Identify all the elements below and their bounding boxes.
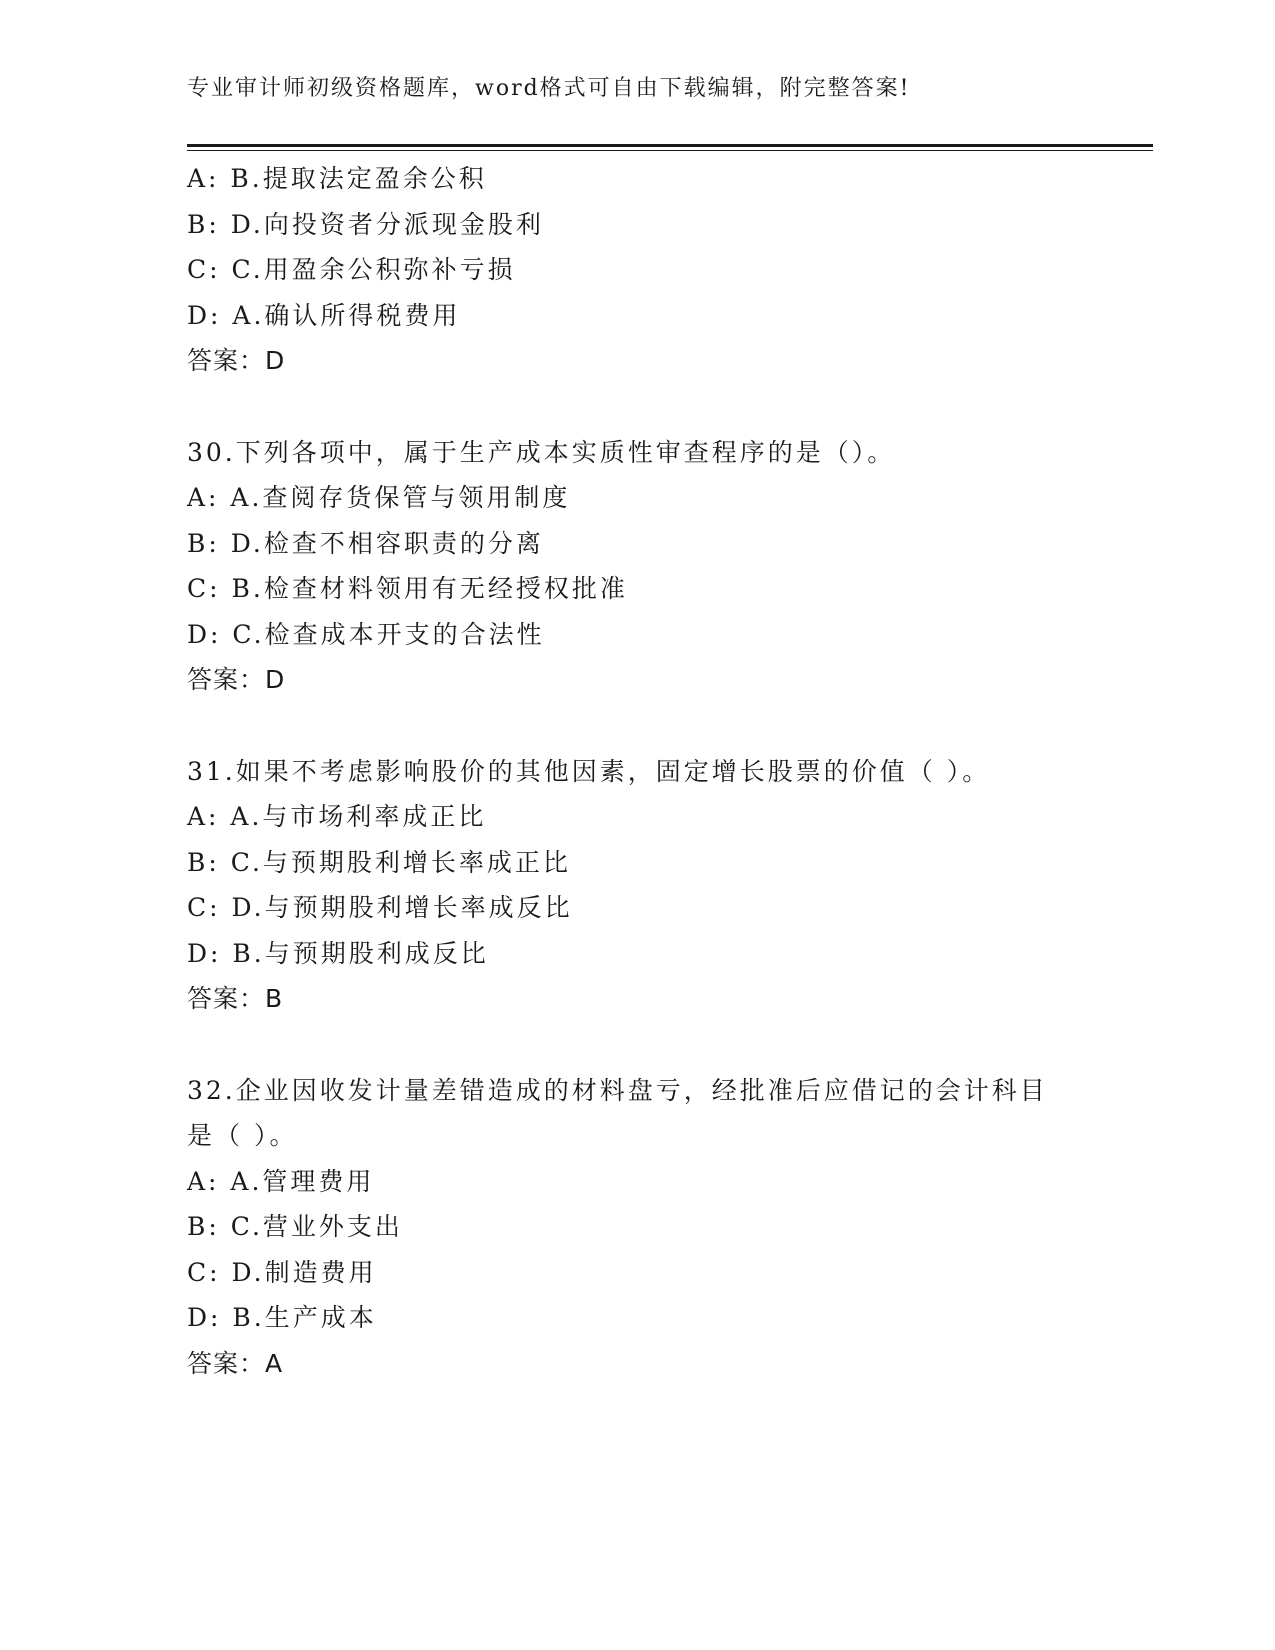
question-stem-line-1: 32.企业因收发计量差错造成的材料盘亏，经批准后应借记的会计科目 (187, 1075, 1048, 1105)
spacer (187, 703, 1153, 749)
option-c: C: B.检查材料领用有无经授权批准 (187, 574, 628, 603)
question-32 (187, 1068, 1153, 1387)
question-stem: 30.下列各项中，属于生产成本实质性审查程序的是（）。 (187, 437, 896, 467)
question-stem: 31.如果不考虑影响股价的其他因素，固定增长股票的价值（ ）。 (187, 756, 991, 786)
answer-line: 答案：A (187, 1348, 284, 1378)
option-b: B: C.与预期股利增长率成正比 (187, 847, 571, 877)
question-31 (187, 749, 1153, 1022)
header-rule-thin (187, 150, 1153, 151)
spacer (187, 384, 1153, 430)
option-c: C: C.用盈余公积弥补亏损 (187, 255, 516, 284)
option-c: C: D.与预期股利增长率成反比 (187, 893, 573, 922)
option-d: D: B.生产成本 (187, 1303, 377, 1332)
question-29-continuation (187, 156, 1153, 384)
option-d: D: C.检查成本开支的合法性 (187, 619, 545, 649)
answer-line: 答案：B (187, 984, 284, 1013)
answer-line: 答案：D (187, 665, 286, 694)
question-content (187, 156, 1153, 1386)
question-stem-line-2: 是（ ）。 (187, 1121, 298, 1150)
option-a: A: A.管理费用 (187, 1166, 375, 1196)
option-b: B: C.营业外支出 (187, 1212, 403, 1241)
option-b: B: D.向投资者分派现金股利 (187, 209, 544, 239)
answer-line: 答案：D (187, 346, 286, 375)
option-b: B: D.检查不相容职责的分离 (187, 528, 544, 558)
option-a: A: B.提取法定盈余公积 (187, 164, 487, 193)
spacer (187, 1022, 1153, 1068)
option-d: D: A.确认所得税费用 (187, 300, 461, 330)
page-header: 专业审计师初级资格题库，word格式可自由下载编辑，附完整答案! (187, 76, 911, 101)
option-a: A: A.与市场利率成正比 (187, 802, 487, 831)
option-c: C: D.制造费用 (187, 1257, 377, 1287)
option-a: A: A.查阅存货保管与领用制度 (187, 483, 571, 512)
question-30 (187, 430, 1153, 703)
header-rule-thick (187, 144, 1153, 147)
option-d: D: B.与预期股利成反比 (187, 938, 489, 968)
